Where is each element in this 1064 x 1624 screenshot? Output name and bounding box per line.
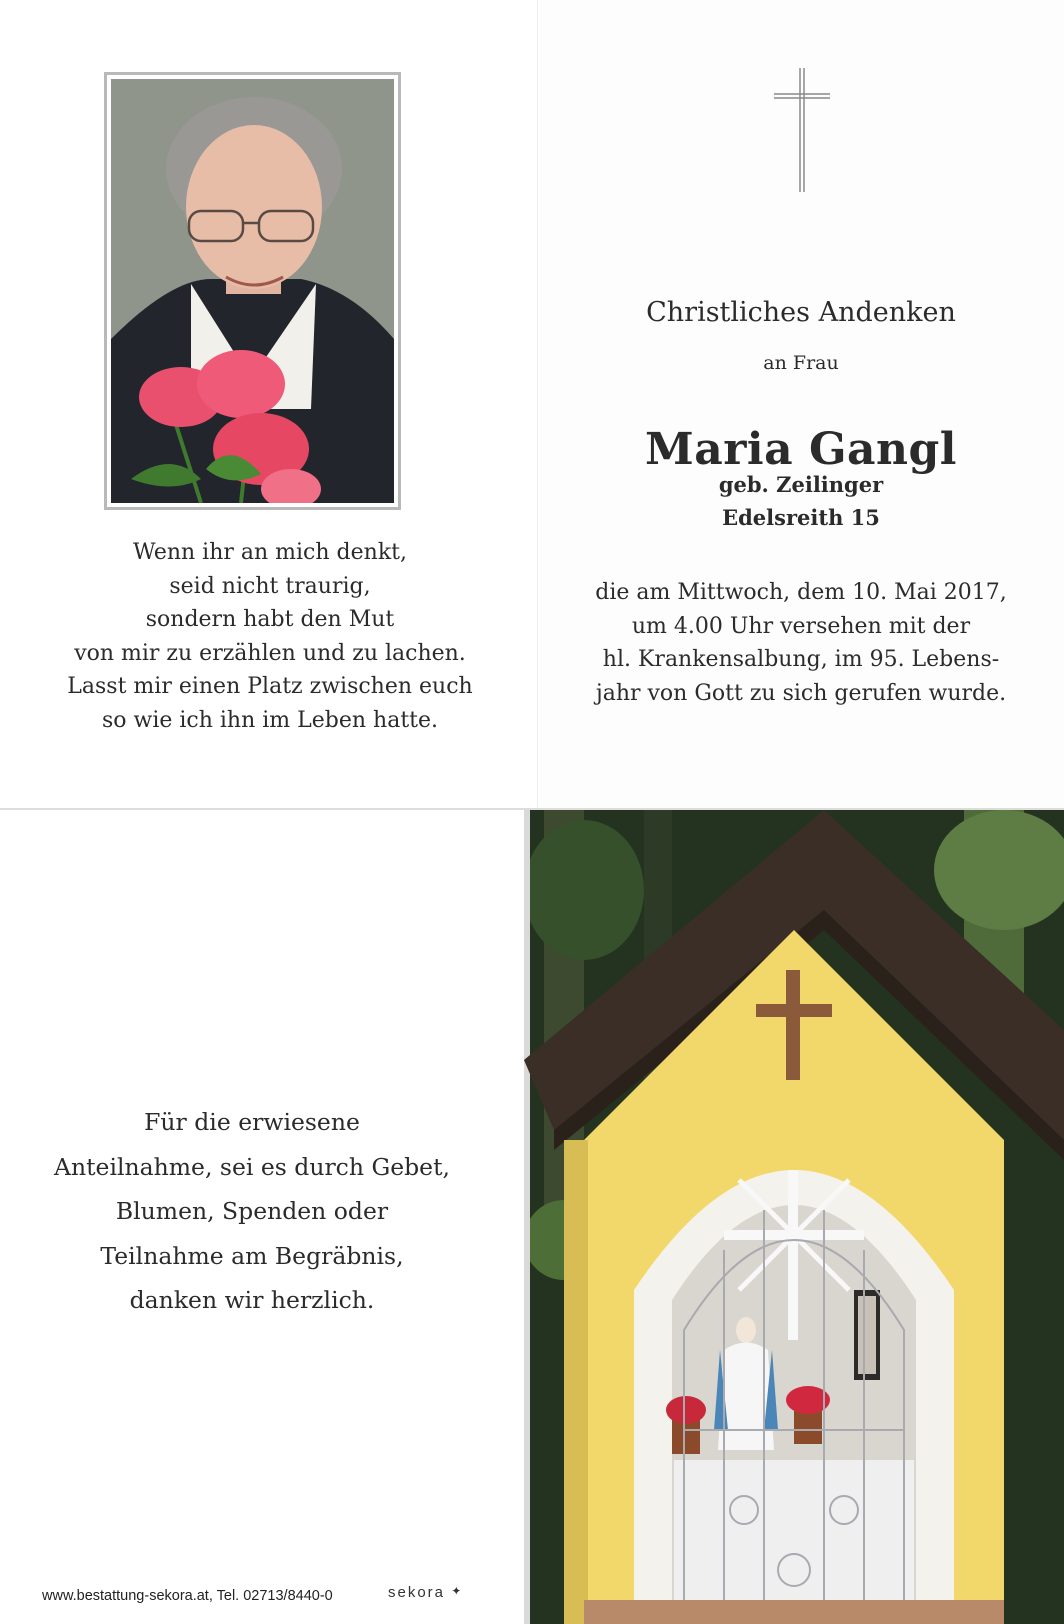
verse-line: sondern habt den Mut bbox=[145, 607, 395, 632]
thanks-line: Teilnahme am Begräbnis, bbox=[100, 1241, 404, 1270]
logo-text: sekora bbox=[388, 1584, 446, 1601]
verse-line: Lasst mir einen Platz zwischen euch bbox=[67, 674, 473, 699]
death-notice bbox=[538, 576, 1064, 710]
panel-portrait bbox=[0, 0, 538, 808]
thanks-text bbox=[40, 1100, 464, 1323]
chapel-illustration bbox=[524, 810, 1064, 1624]
cross-icon bbox=[772, 66, 832, 194]
announcement-salutation: an Frau bbox=[763, 352, 839, 374]
verse-line: so wie ich ihn im Leben hatte. bbox=[101, 707, 439, 733]
notice-line: hl. Krankensalbung, im 95. Lebens- bbox=[602, 647, 1000, 672]
chapel-photo bbox=[524, 810, 1064, 1624]
thanks-line: Blumen, Spenden oder bbox=[115, 1197, 389, 1225]
thanks-line: Für die erwiesene bbox=[144, 1108, 360, 1136]
verse-line: Wenn ihr an mich denkt, bbox=[133, 540, 407, 565]
memorial-verse bbox=[40, 536, 500, 737]
notice-line: um 4.00 Uhr versehen mit der bbox=[631, 613, 971, 639]
bird-icon: ✦ bbox=[451, 1584, 464, 1598]
thanks-line: Anteilnahme, sei es durch Gebet, bbox=[53, 1152, 450, 1181]
portrait-illustration bbox=[111, 79, 394, 503]
deceased-name: Maria Gangl bbox=[645, 424, 957, 475]
address: Edelsreith 15 bbox=[722, 505, 880, 530]
verse-line: von mir zu erzählen und zu lachen. bbox=[74, 640, 466, 666]
portrait-photo bbox=[104, 72, 401, 510]
sekora-logo bbox=[388, 1584, 463, 1601]
announcement-intro: Christliches Andenken bbox=[646, 297, 956, 328]
verse-line: seid nicht traurig, bbox=[169, 573, 371, 599]
birth-name: geb. Zeilinger bbox=[718, 472, 884, 497]
notice-line: die am Mittwoch, dem 10. Mai 2017, bbox=[595, 580, 1007, 605]
panel-announcement bbox=[538, 0, 1064, 808]
notice-line: jahr von Gott zu sich gerufen wurde. bbox=[595, 680, 1007, 706]
thanks-line: danken wir herzlich. bbox=[129, 1286, 375, 1314]
footer-contact: www.bestattung-sekora.at, Tel. 02713/8440-0 bbox=[42, 1588, 333, 1604]
